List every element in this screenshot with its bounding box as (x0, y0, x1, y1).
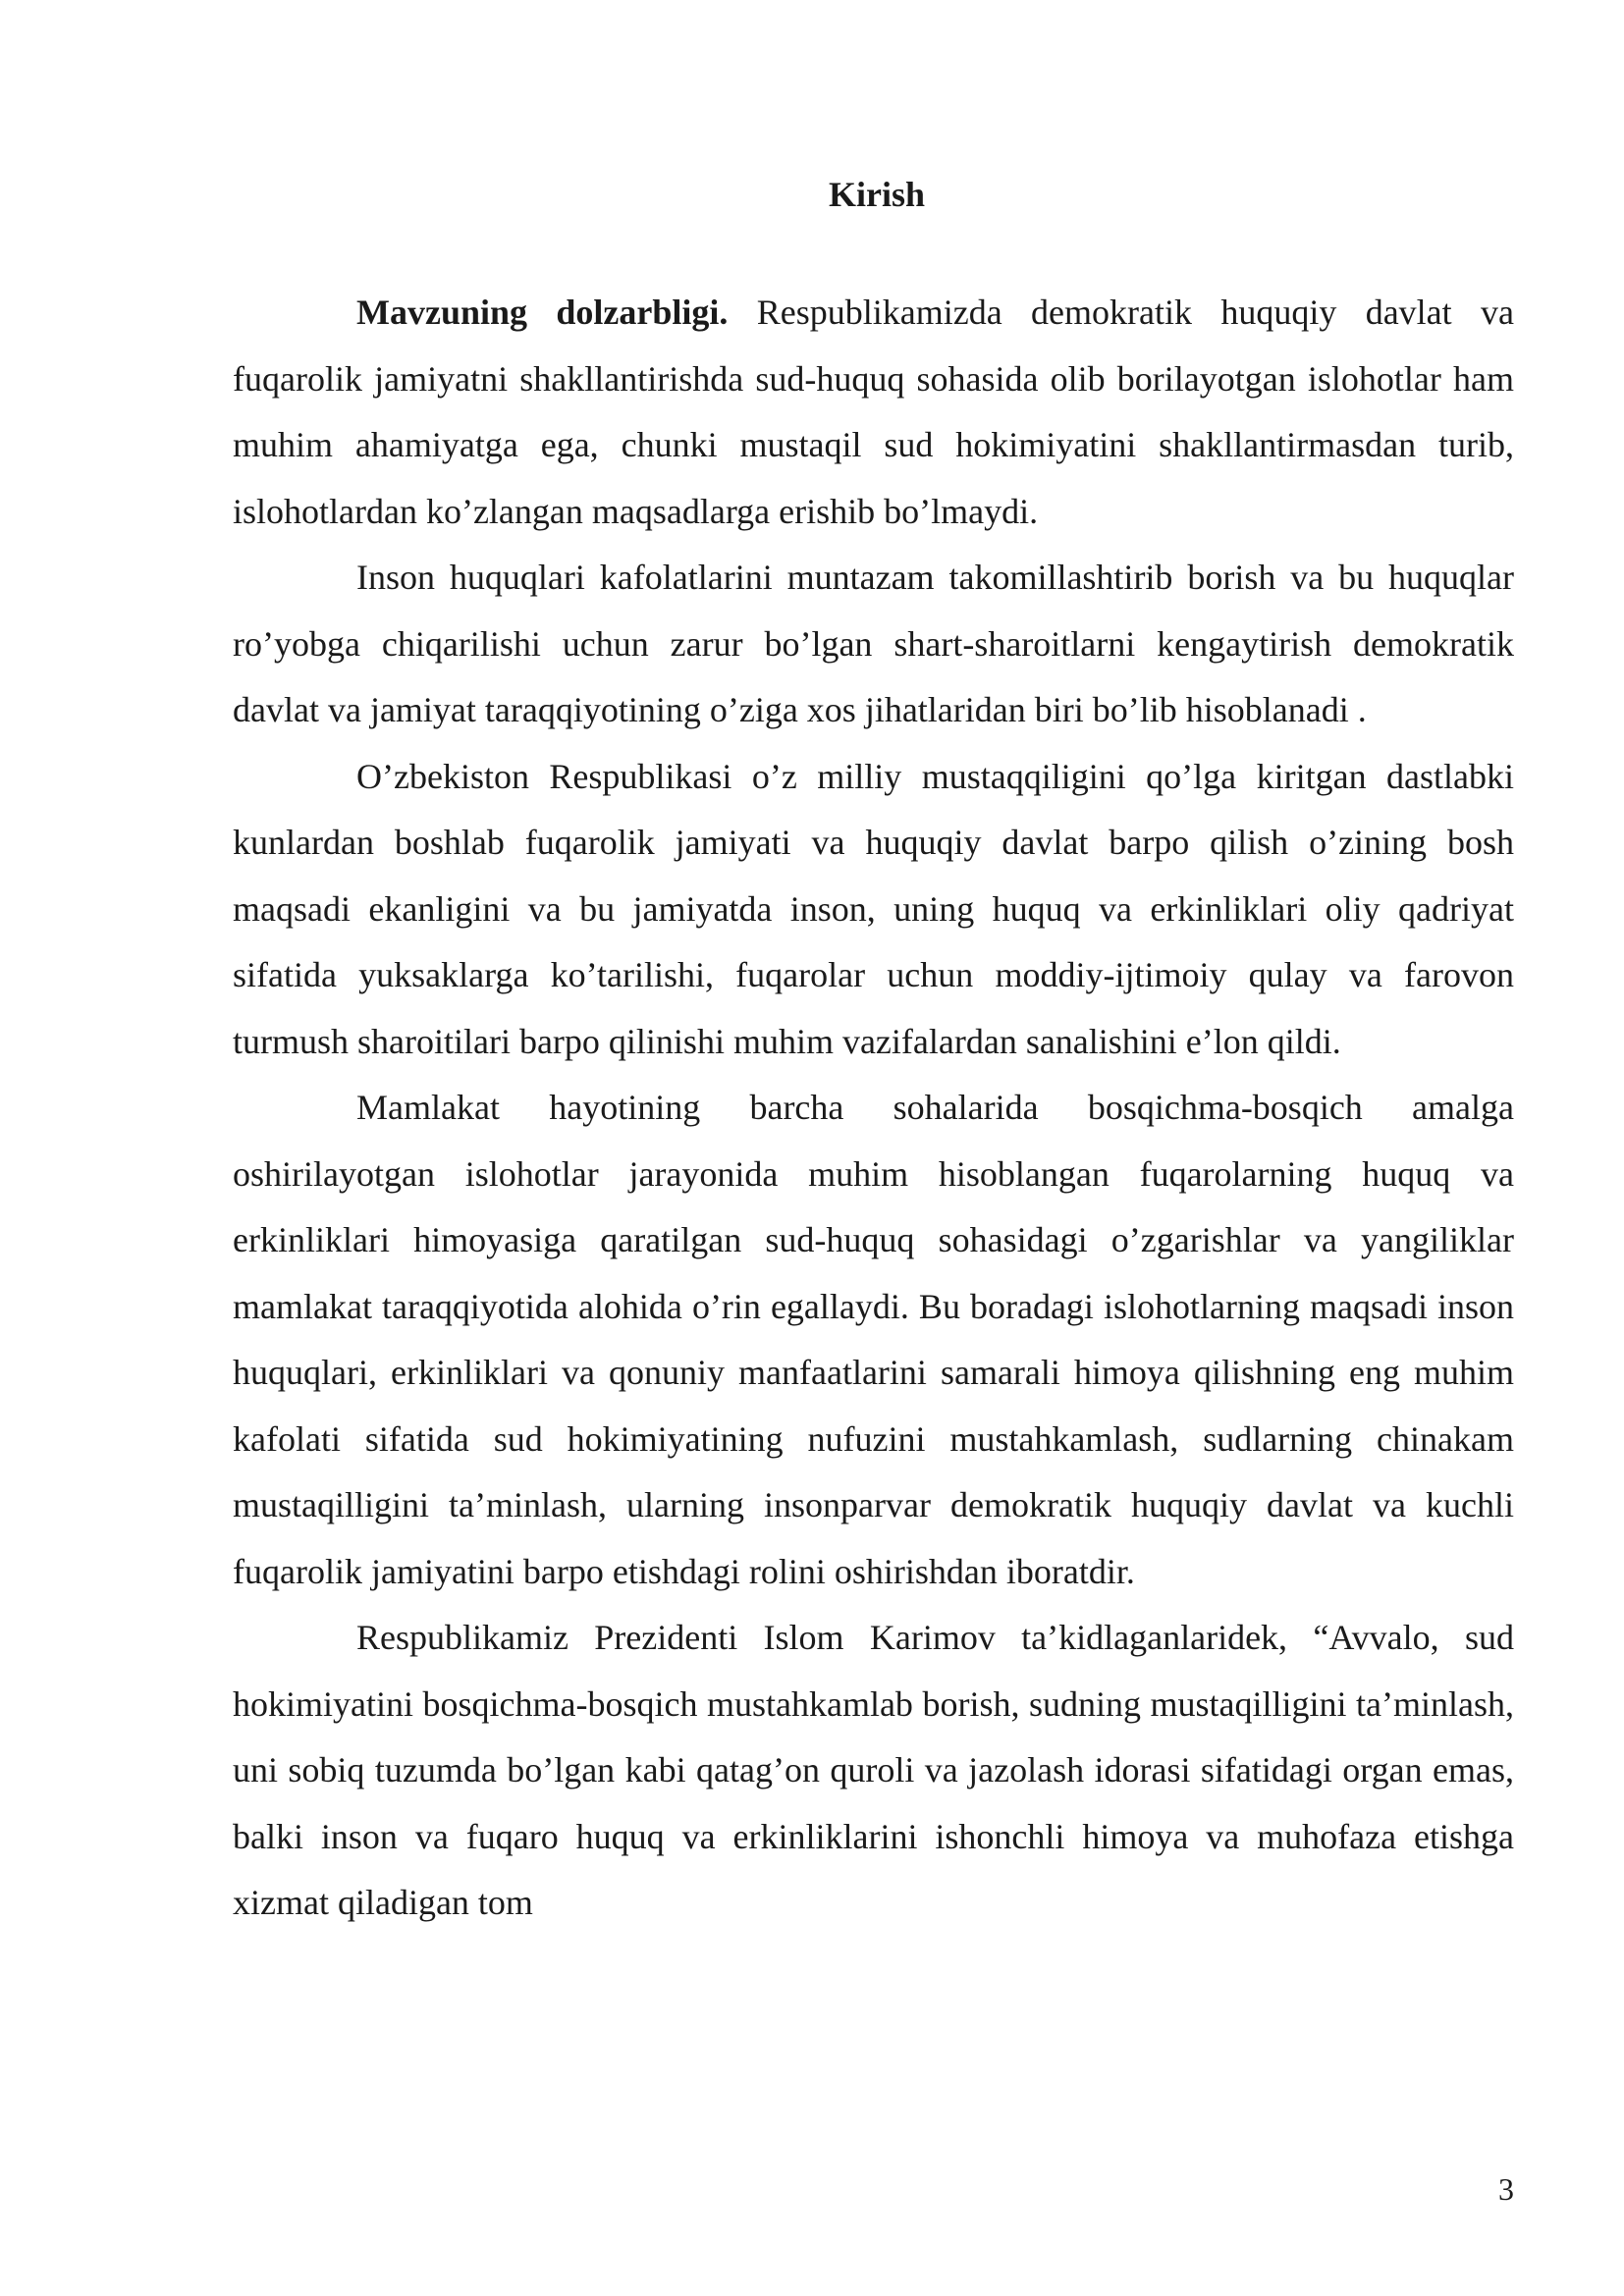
paragraph-president-quote (233, 1605, 1514, 1937)
body-text (233, 280, 1514, 1937)
section-heading: Kirish (828, 175, 925, 214)
page-number: 3 (1498, 2171, 1514, 2207)
paragraph-text: O’zbekiston Respublikasi o’z milliy mustaqqiligini qo’lga kiritgan dastlabki kunlardan boshlab fuqarolik jamiyati va huquqiy davlat barpo qilish o’zining bosh maqsadi ekanligini va bu jamiyatda inson, uning huquq va erkinliklari oliy qadriyat sifatida yuksaklarga ko’tarilishi, fuqarolar uchun moddiy-ijtimoiy qulay va farovon turmush sharoitilari barpo qilinishi muhim vazifalardan sanalishini e’lon qildi. (233, 756, 1514, 1061)
paragraph-text: Inson huquqlari kafolatlarini muntazam takomillashtirib borish va bu huquqlar ro’yobga chiqarilishi uchun zarur bo’lgan shart-sharoitlarni kengaytirish demokratik davlat va jamiyat taraqqiyotining o’ziga xos jihatlaridan biri bo’lib hisoblanadi . (233, 558, 1514, 729)
paragraph-human-rights (233, 545, 1514, 744)
paragraph-text: Respublikamizda demokratik huquqiy davlat va fuqarolik jamiyatni shakllantirishda sud-huquq sohasida olib borilayotgan islohotlar ham muhim ahamiyatga ega, chunki mustaqil sud hokimiyatini shakllantirmasdan turib, islohotlardan ko’zlangan maqsadlarga erishib bo’lmaydi. (233, 293, 1514, 531)
paragraph-lead-label: Mavzuning dolzarbligi. (356, 293, 729, 332)
paragraph-relevance (233, 280, 1514, 545)
paragraph-independence (233, 744, 1514, 1076)
paragraph-text: Mamlakat hayotining barcha sohalarida bosqichma-bosqich amalga oshirilayotgan islohotlar jarayonida muhim hisoblangan fuqarolarning huquq va erkinliklari himoyasiga qaratilgan sud-huquq sohasidagi o’zgarishlar va yangiliklar mamlakat taraqqiyotida alohida o’rin egallaydi. Bu boradagi islohotlarning maqsadi inson huquqlari, erkinliklari va qonuniy manfaatlarini samarali himoya qilishning eng muhim kafolati sifatida sud hokimiyatining nufuzini mustahkamlash, sudlarning chinakam mustaqilligini ta’minlash, ularning insonparvar demokratik huquqiy davlat va kuchli fuqarolik jamiyatini barpo etishdagi rolini oshirishdan iboratdir. (233, 1088, 1514, 1591)
paragraph-text: Respublikamiz Prezidenti Islom Karimov ta’kidlaganlaridek, “Avvalo, sud hokimiyatini bosqichma-bosqich mustahkamlab borish, sudning mustaqilligini ta’minlash, uni sobiq tuzumda bo’lgan kabi qatag’on quroli va jazolash idorasi sifatidagi organ emas, balki inson va fuqaro huquq va erkinliklarini ishonchli himoya va muhofaza etishga xizmat qiladigan tom (233, 1618, 1514, 1922)
paragraph-reforms (233, 1075, 1514, 1605)
